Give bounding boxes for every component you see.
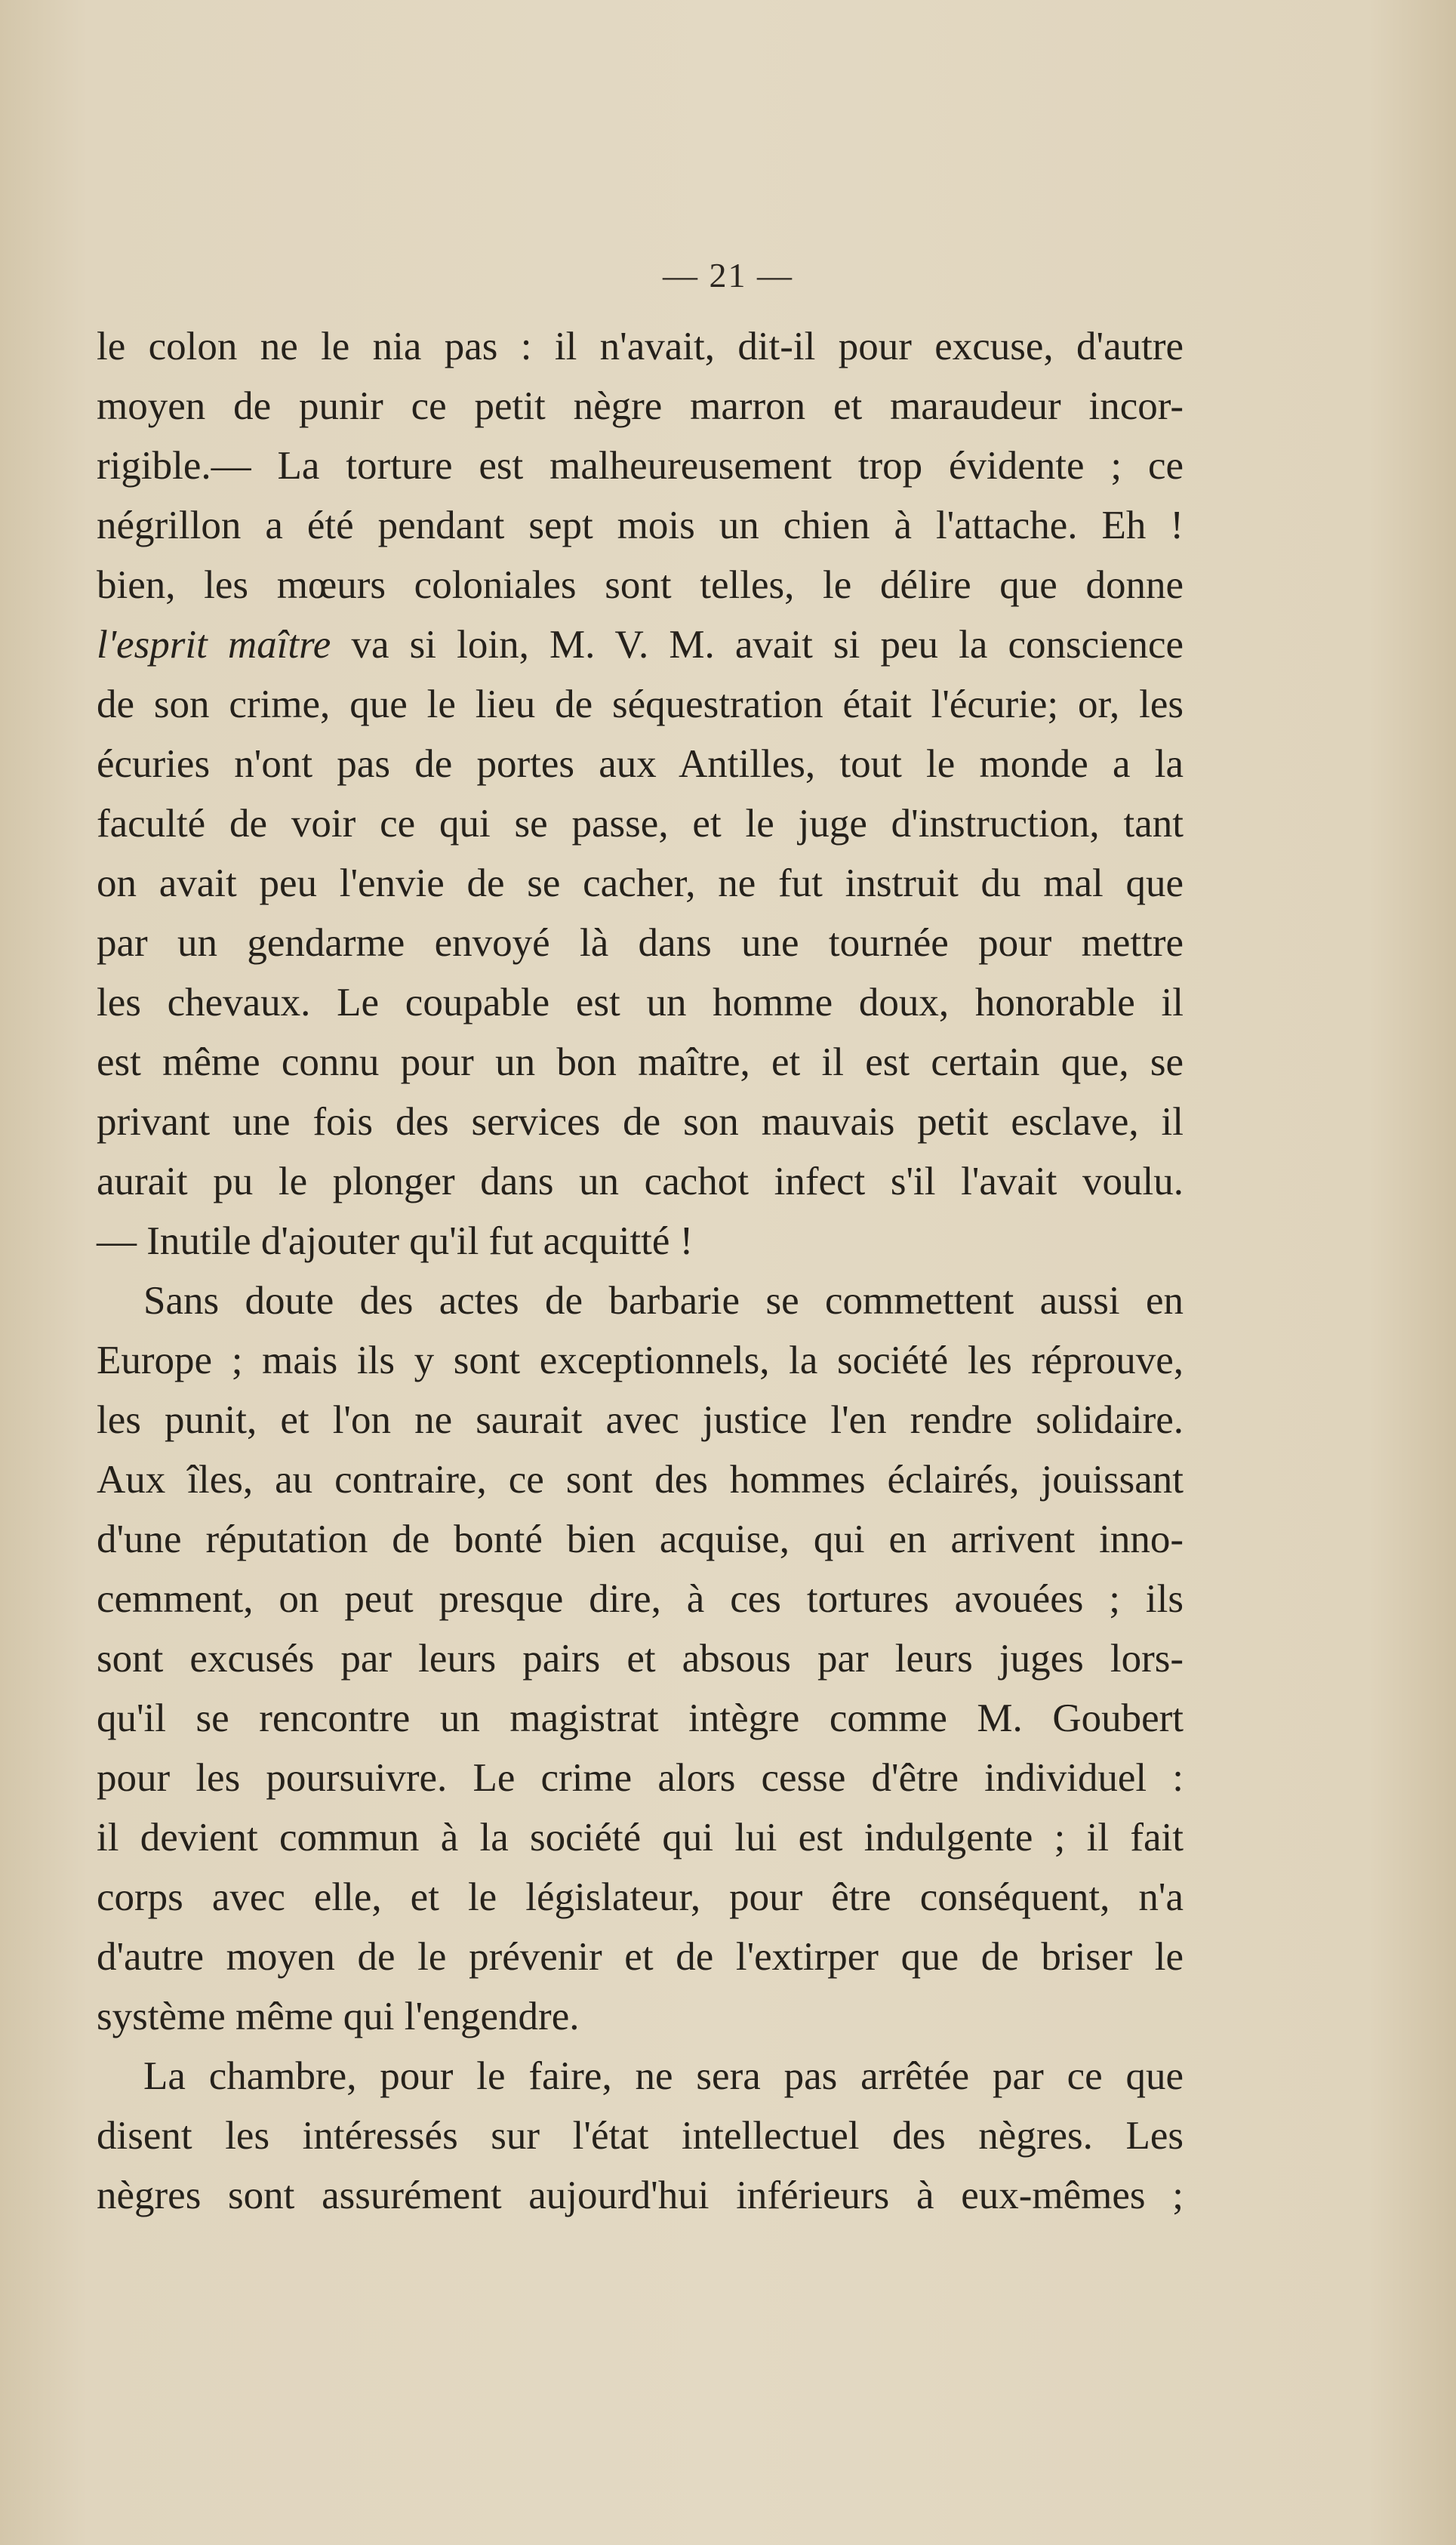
page-number: — 21 — [663,256,793,294]
text-line: les chevaux. Le coupable est un homme doux, honorable il [97,981,1184,1024]
text-line: Sans doute des actes de barbarie se commettent aussi en [143,1279,1184,1323]
text-line: disent les intéressés sur l'état intellectuel des nègres. Les [97,2114,1184,2158]
text-line: par un gendarme envoyé là dans une tournée pour mettre [97,921,1184,965]
body-text [97,317,1184,2226]
text-line: La chambre, pour le faire, ne sera pas arrêtée par ce que [143,2054,1184,2098]
text-line: les punit, et l'on ne saurait avec justice l'en rendre solidaire. [97,1398,1184,1442]
text-line: de son crime, que le lieu de séquestration était l'écurie; or, les [97,682,1184,726]
text-line: rigible.— La torture est malheureusement trop évidente ; ce [97,444,1184,488]
text-segment: va si loin, M. V. M. avait si peu la conscience [331,623,1184,667]
text-line: pour les poursuivre. Le crime alors cesse d'être individuel : [97,1756,1184,1800]
text-line: privant une fois des services de son mauvais petit esclave, il [97,1100,1184,1144]
text-line: Aux îles, au contraire, ce sont des hommes éclairés, jouissant [97,1458,1184,1502]
text-line: corps avec elle, et le législateur, pour être conséquent, n'a [97,1875,1184,1919]
text-line: le colon ne le nia pas : il n'avait, dit-il pour excuse, d'autre [97,325,1184,368]
italic-phrase: l'esprit maître [97,623,331,667]
text-line: d'une réputation de bonté bien acquise, qui en arrivent inno- [97,1517,1184,1561]
text-line: système même qui l'engendre. [97,1995,580,2038]
text-line: écuries n'ont pas de portes aux Antilles, tout le monde a la [97,742,1184,786]
text-line: moyen de punir ce petit nègre marron et maraudeur incor- [97,384,1184,428]
text-line: il devient commun à la société qui lui est indulgente ; il fait [97,1816,1184,1859]
text-line: négrillon a été pendant sept mois un chien à l'attache. Eh ! [97,504,1184,547]
text-line: Europe ; mais ils y sont exceptionnels, la société les réprouve, [97,1339,1184,1382]
text-line [97,615,1184,675]
text-line: faculté de voir ce qui se passe, et le juge d'instruction, tant [97,802,1184,846]
text-line: cemment, on peut presque dire, à ces tortures avouées ; ils [97,1577,1184,1621]
text-line: sont excusés par leurs pairs et absous par leurs juges lors- [97,1637,1184,1681]
text-line: — Inutile d'ajouter qu'il fut acquitté ! [97,1219,694,1263]
text-line: aurait pu le plonger dans un cachot infect s'il l'avait voulu. [97,1160,1184,1203]
text-line: est même connu pour un bon maître, et il est certain que, se [97,1040,1184,1084]
text-line: nègres sont assurément aujourd'hui inférieurs à eux-mêmes ; [97,2174,1184,2217]
text-line: bien, les mœurs coloniales sont telles, le délire que donne [97,563,1184,607]
text-line: on avait peu l'envie de se cacher, ne fut instruit du mal que [97,861,1184,905]
text-line: qu'il se rencontre un magistrat intègre comme M. Goubert [97,1696,1184,1740]
text-line: d'autre moyen de le prévenir et de l'extirper que de briser le [97,1935,1184,1979]
